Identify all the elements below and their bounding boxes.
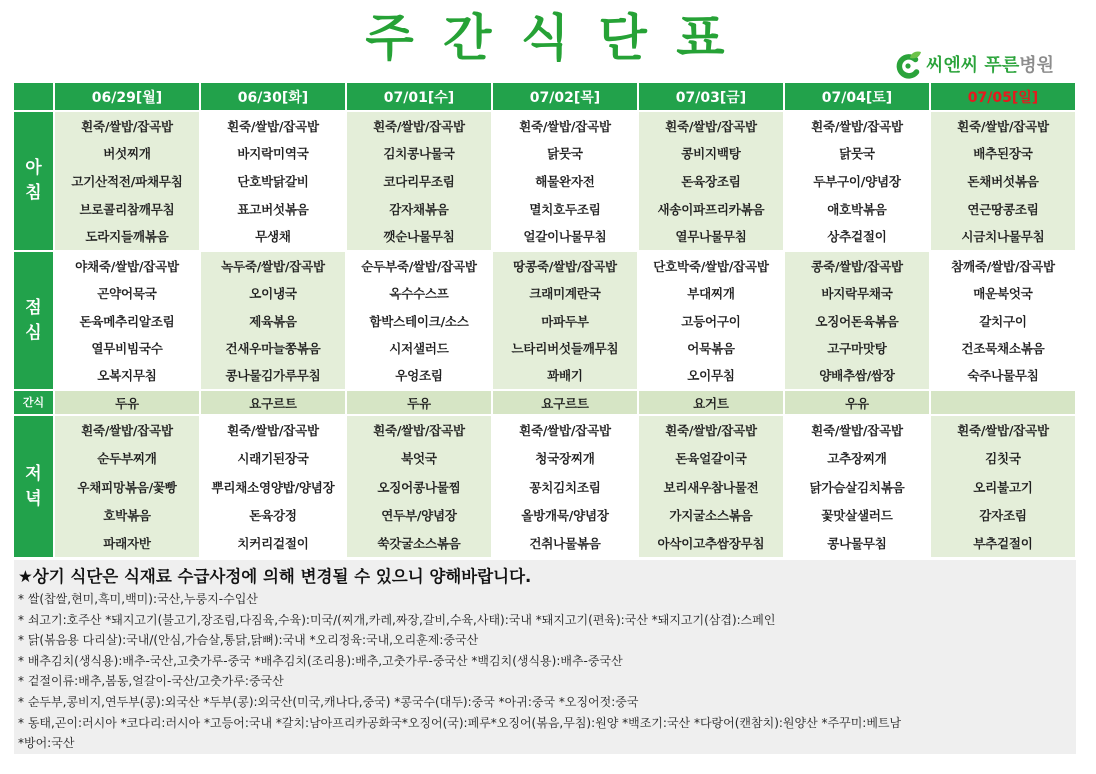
menu-item: 부추겉절이 <box>973 535 1033 551</box>
menu-item: 배추된장국 <box>973 146 1033 162</box>
menu-item: 표고버섯볶음 <box>237 201 309 217</box>
menu-item: 흰죽/쌀밥/잡곡밥 <box>81 118 173 134</box>
menu-item: 순두부찌개 <box>97 451 157 467</box>
menu-cell <box>639 252 783 389</box>
menu-item: 꽁치김치조림 <box>529 479 601 495</box>
menu-item: 흰죽/쌀밥/잡곡밥 <box>665 423 757 439</box>
menu-item: 숙주나물무침 <box>967 368 1039 384</box>
menu-item: 꽈배기 <box>547 368 583 384</box>
menu-item: 콩나물김가루무침 <box>225 368 321 384</box>
hospital-logo <box>896 49 1054 79</box>
meal-label-text: 간식 <box>22 395 45 409</box>
menu-item: 바지락미역국 <box>237 146 309 162</box>
menu-cell <box>347 416 491 557</box>
menu-cell <box>347 112 491 250</box>
menu-item: 뿌리채소영양밥/양념장 <box>211 479 335 495</box>
menu-item: 콩죽/쌀밥/잡곡밥 <box>811 258 903 274</box>
menu-item: 단호박죽/쌀밥/잡곡밥 <box>653 258 769 274</box>
menu-item: 우엉조림 <box>395 368 443 384</box>
menu-item: 흰죽/쌀밥/잡곡밥 <box>373 118 465 134</box>
menu-item: 콩나물무침 <box>827 535 887 551</box>
menu-item: 시저샐러드 <box>389 340 449 356</box>
menu-item: 마파두부 <box>541 313 589 329</box>
meal-label-lunch <box>14 252 53 389</box>
menu-item: 제육볶음 <box>249 313 297 329</box>
menu-item: 요구르트 <box>249 395 297 411</box>
notes-line: * 겉절이류:배추,봄동,얼갈이-국산/고춧가루:중국산 <box>18 674 284 689</box>
notes-line: * 순두부,콩비지,연두부(콩):외국산 *두부(콩):외국산(미국,캐나다,중국) *콩국수(대두):중국 *아귀:중국 *오징어젓:중국 <box>18 694 639 709</box>
notes-headline: ★상기 식단은 식재료 수급사정에 의해 변경될 수 있으니 양해바랍니다. <box>18 567 532 586</box>
menu-cell <box>201 416 345 557</box>
menu-cell <box>931 112 1075 250</box>
weekly-menu-table <box>14 83 1075 559</box>
menu-item: 곤약어묵국 <box>97 286 157 302</box>
menu-item: 고구마맛탕 <box>827 340 887 356</box>
menu-item: 느타리버섯들깨무침 <box>511 340 619 356</box>
menu-item: 흰죽/쌀밥/잡곡밥 <box>373 423 465 439</box>
day-header-cell: 07/05[일] <box>931 83 1075 110</box>
menu-item: 콩비지백탕 <box>681 146 741 162</box>
notes-section <box>14 560 1076 754</box>
menu-item: 고등어구이 <box>681 313 741 329</box>
page-title: 주 간 식 단 표 <box>365 9 731 67</box>
menu-cell <box>201 252 345 389</box>
day-header-cell: 06/30[화] <box>201 83 345 110</box>
notes-line: * 동태,곤이:러시아 *코다리:러시아 *고등어:국내 *갈치:남아프리카공화국*오징어(국):페루*오징어(볶음,무침):원양 *백조기:국산 *다랑어(캔참치):원양산 *주꾸미:베트남 <box>18 715 902 730</box>
notes-line: *방어:국산 <box>18 736 75 751</box>
menu-item: 가지굴소스볶음 <box>669 507 753 523</box>
meal-label-snack <box>14 391 53 414</box>
menu-item: 깻순나물무침 <box>383 229 455 245</box>
menu-item: 매운북엇국 <box>973 286 1033 302</box>
menu-cell <box>931 416 1075 557</box>
menu-cell <box>201 112 345 250</box>
notes-line: * 쌀(찹쌀,현미,흑미,백미):국산,누룽지-수입산 <box>18 592 258 606</box>
menu-item: 올방개묵/양념장 <box>521 507 609 523</box>
menu-cell <box>931 252 1075 389</box>
menu-item: 흰죽/쌀밥/잡곡밥 <box>227 423 319 439</box>
day-header-cell: 07/03[금] <box>639 83 783 110</box>
menu-item: 브로콜리참깨무침 <box>79 201 175 217</box>
meal-label-text: 아침 <box>25 158 42 203</box>
menu-item: 두부구이/양념장 <box>813 173 901 189</box>
menu-item: 오리불고기 <box>973 479 1033 495</box>
menu-item: 보리새우참나물전 <box>663 479 759 495</box>
menu-item: 흰죽/쌀밥/잡곡밥 <box>957 118 1049 134</box>
menu-item: 치커리겉절이 <box>237 535 309 551</box>
menu-item: 고기산적전/파채무침 <box>71 173 183 189</box>
menu-item: 오복지무침 <box>97 368 157 384</box>
menu-cell <box>785 112 929 250</box>
menu-cell <box>785 416 929 557</box>
menu-item: 시래기된장국 <box>237 451 309 467</box>
menu-cell <box>55 252 199 389</box>
menu-item: 단호박닭갈비 <box>237 173 309 189</box>
menu-item: 버섯찌개 <box>103 146 151 162</box>
menu-item: 청국장찌개 <box>535 451 595 467</box>
menu-item: 흰죽/쌀밥/잡곡밥 <box>227 118 319 134</box>
day-header-cell: 07/04[토] <box>785 83 929 110</box>
menu-item: 시금치나물무침 <box>961 229 1045 245</box>
meal-row-snack <box>14 391 1075 414</box>
menu-cell <box>639 112 783 250</box>
menu-item: 땅콩죽/쌀밥/잡곡밥 <box>513 258 617 274</box>
notes-line: * 배추김치(생식용):배추-국산,고춧가루-중국 *배추김치(조리용):배추,고춧가루-중국산 *백김치(생식용):배추-중국산 <box>18 653 623 668</box>
menu-item: 갈치구이 <box>979 313 1027 329</box>
menu-item: 요구르트 <box>541 395 589 411</box>
menu-item: 녹두죽/쌀밥/잡곡밥 <box>221 258 325 274</box>
menu-item: 돈채버섯볶음 <box>967 173 1039 189</box>
meal-label-text: 저녁 <box>25 463 42 509</box>
menu-item: 건조묵채소볶음 <box>961 340 1045 356</box>
day-header-cell: 07/02[목] <box>493 83 637 110</box>
menu-item: 두유 <box>407 395 431 411</box>
menu-item: 우채피망볶음/꽃빵 <box>77 479 177 495</box>
menu-item: 흰죽/쌀밥/잡곡밥 <box>957 423 1049 439</box>
menu-item: 돈육장조림 <box>681 173 741 189</box>
menu-cell <box>493 391 637 414</box>
meal-label-dinner <box>14 416 53 557</box>
logo-suffix-text: 병원 <box>1019 55 1054 76</box>
menu-item: 흰죽/쌀밥/잡곡밥 <box>81 423 173 439</box>
menu-cell <box>55 391 199 414</box>
menu-item: 김치콩나물국 <box>383 146 455 162</box>
menu-item: 닭뭇국 <box>547 146 583 162</box>
notes-line: * 닭(볶음용 다리살):국내/(안심,가슴살,통닭,닭뼈):국내 *오리정육:국내,오리훈제:중국산 <box>18 633 479 648</box>
menu-item: 순두부죽/쌀밥/잡곡밥 <box>361 258 477 274</box>
menu-cell <box>785 252 929 389</box>
menu-item: 함박스테이크/소스 <box>369 313 469 329</box>
menu-item: 무생채 <box>255 229 291 245</box>
menu-item: 닭가슴살김치볶음 <box>809 479 905 495</box>
menu-item: 상추겉절이 <box>827 229 887 245</box>
meal-row-lunch <box>14 252 1075 389</box>
menu-item: 두유 <box>115 395 139 411</box>
menu-item: 도라지들깨볶음 <box>85 229 169 245</box>
menu-item: 연근땅콩조림 <box>967 201 1039 217</box>
menu-item: 건새우마늘쫑볶음 <box>225 340 321 356</box>
menu-item: 흰죽/쌀밥/잡곡밥 <box>811 423 903 439</box>
menu-item: 감자조림 <box>979 507 1027 523</box>
cnc-logo-icon <box>896 50 923 79</box>
logo-brand-text: 씨엔씨 푸른 <box>926 55 1020 76</box>
menu-item: 해물완자전 <box>535 173 595 189</box>
menu-item: 돈육메추리알조림 <box>79 313 175 329</box>
menu-cell <box>493 112 637 250</box>
menu-item: 옥수수스프 <box>389 286 449 302</box>
menu-item: 오이냉국 <box>249 286 297 302</box>
menu-item: 연두부/양념장 <box>381 507 457 523</box>
meal-label-text: 점심 <box>25 297 42 343</box>
menu-item: 얼갈이나물무침 <box>523 229 607 245</box>
menu-item: 멸치호두조림 <box>529 201 601 217</box>
meal-label-breakfast <box>14 112 53 250</box>
menu-item: 고추장찌개 <box>827 451 887 467</box>
menu-item: 돈육얼갈이국 <box>675 451 747 467</box>
menu-item: 감자채볶음 <box>389 201 449 217</box>
menu-item: 바지락무채국 <box>821 286 893 302</box>
menu-cell <box>785 391 929 414</box>
menu-item: 닭뭇국 <box>839 146 875 162</box>
menu-cell <box>201 391 345 414</box>
menu-item: 양배추쌈/쌈장 <box>819 368 895 384</box>
menu-item: 크래미계란국 <box>529 286 601 302</box>
menu-item: 쑥갓굴소스볶음 <box>377 535 461 551</box>
notes-line: * 쇠고기:호주산 *돼지고기(불고기,장조림,다짐육,수육):미국/(찌개,카레,짜장,갈비,수육,사태):국내 *돼지고기(편육):국산 *돼지고기(삼겹):스페인 <box>18 612 776 627</box>
menu-cell <box>55 416 199 557</box>
meal-row-breakfast <box>14 112 1075 250</box>
menu-cell <box>493 252 637 389</box>
menu-item: 새송이파프리카볶음 <box>657 201 765 217</box>
menu-cell <box>55 112 199 250</box>
menu-item: 오징어콩나물찜 <box>377 479 461 495</box>
meal-row-dinner <box>14 416 1075 557</box>
menu-cell <box>493 416 637 557</box>
menu-cell <box>931 391 1075 414</box>
menu-item: 애호박볶음 <box>827 201 887 217</box>
day-header-cell: 06/29[월] <box>55 83 199 110</box>
menu-item: 열무비빔국수 <box>91 340 163 356</box>
menu-cell <box>347 252 491 389</box>
menu-item: 파래자반 <box>103 535 151 551</box>
menu-item: 코다리무조림 <box>383 173 455 189</box>
day-header-cell: 07/01[수] <box>347 83 491 110</box>
menu-item: 돈육강정 <box>249 507 297 523</box>
menu-cell <box>639 391 783 414</box>
menu-item: 흰죽/쌀밥/잡곡밥 <box>519 423 611 439</box>
menu-item: 꽃맛살샐러드 <box>821 507 893 523</box>
day-header-row <box>14 83 1075 110</box>
menu-item: 호박볶음 <box>103 507 151 523</box>
menu-item: 어묵볶음 <box>687 340 735 356</box>
menu-item: 야채죽/쌀밥/잡곡밥 <box>75 258 179 274</box>
menu-item: 흰죽/쌀밥/잡곡밥 <box>519 118 611 134</box>
menu-item: 참깨죽/쌀밥/잡곡밥 <box>951 258 1055 274</box>
menu-cell <box>347 391 491 414</box>
menu-item: 흰죽/쌀밥/잡곡밥 <box>665 118 757 134</box>
menu-item: 흰죽/쌀밥/잡곡밥 <box>811 118 903 134</box>
menu-item: 건취나물볶음 <box>529 535 601 551</box>
menu-item: 북엇국 <box>401 451 437 467</box>
menu-item: 우유 <box>845 395 869 411</box>
menu-item: 열무나물무침 <box>675 229 747 245</box>
menu-item: 요거트 <box>693 395 729 411</box>
menu-item: 아삭이고추쌈장무침 <box>657 535 765 551</box>
header-corner-cell <box>14 83 53 110</box>
menu-item: 오징어돈육볶음 <box>815 313 899 329</box>
menu-item: 오이무침 <box>687 368 735 384</box>
menu-item: 김칫국 <box>985 451 1021 467</box>
menu-cell <box>639 416 783 557</box>
menu-item: 부대찌개 <box>687 286 735 302</box>
